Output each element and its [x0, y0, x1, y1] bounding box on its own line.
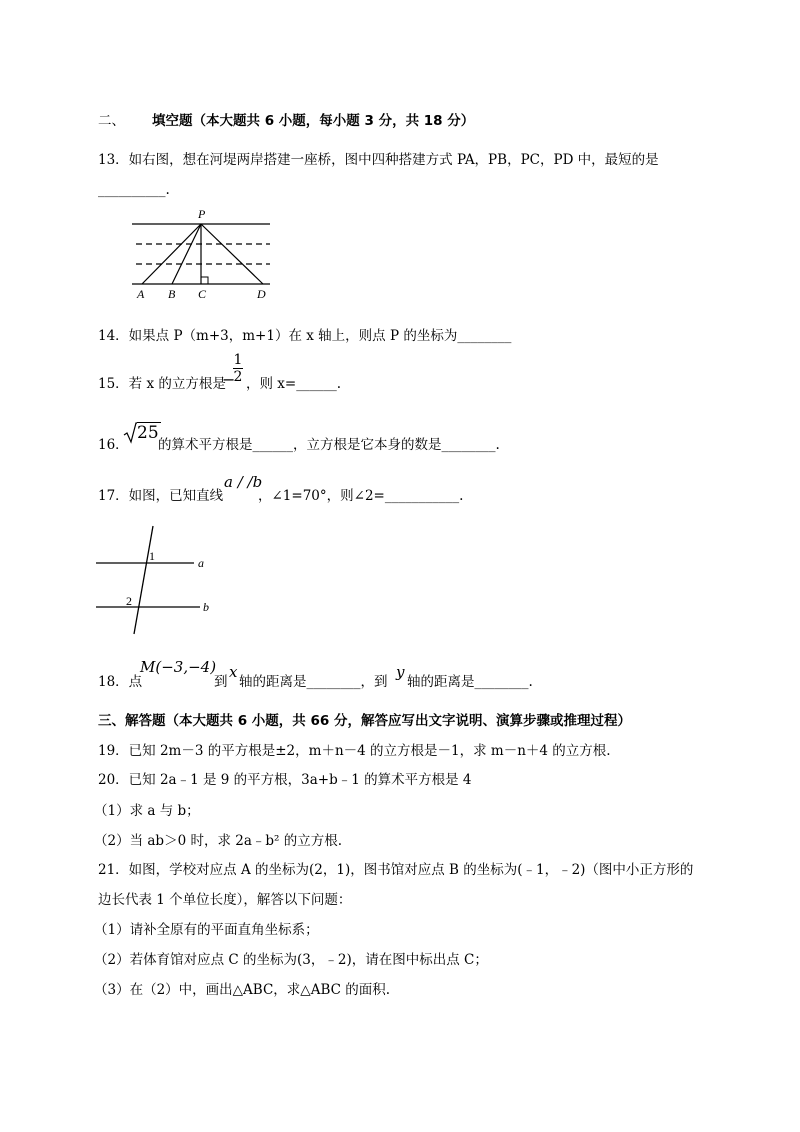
question-15-suffix: ，则 x=______.	[246, 376, 342, 392]
question-18-prefix: 18．点	[98, 674, 143, 690]
label-c: C	[198, 287, 207, 301]
angle-1-label: 1	[149, 549, 155, 563]
parallel-lines-figure	[92, 522, 222, 640]
bridge-figure	[128, 206, 278, 302]
question-20-part-1: （1）求 a 与 b；	[94, 803, 200, 819]
question-18-to: 到	[214, 674, 228, 690]
fraction-denominator: 2	[233, 369, 243, 385]
section-number: 二、	[98, 113, 125, 129]
question-21-line-2: 边长代表 1 个单位长度），解答以下问题：	[98, 892, 352, 908]
minus-sign: −	[222, 370, 236, 389]
question-17-prefix: 17．如图，已知直线	[98, 488, 224, 504]
parallel-formula: a / /b	[224, 473, 263, 491]
line-a-label: a	[198, 556, 204, 570]
question-21-part-2: （2）若体育馆对应点 C 的坐标为(3，﹣2)，请在图中标出点 C；	[94, 952, 488, 968]
point-m-formula: M(−3,−4)	[140, 658, 217, 676]
right-angle-mark	[201, 277, 208, 284]
fraction-numerator: 1	[233, 352, 243, 368]
transversal-line	[134, 526, 153, 634]
question-18-middle: 轴的距离是________，到	[239, 674, 388, 690]
question-19-text: 19．已知 2m－3 的平方根是±2，m＋n－4 的立方根是－1，求 m－n＋4 的立方根.	[98, 743, 611, 759]
question-13-blank: __________.	[98, 182, 170, 198]
line-b-label: b	[203, 600, 209, 614]
variable-y: y	[396, 663, 405, 681]
segment-pd	[201, 224, 263, 284]
label-a: A	[137, 287, 145, 301]
question-13-text: 13．如右图，想在河堤两岸搭建一座桥，图中四种搭建方式 PA，PB，PC，PD 中，最短的是	[98, 152, 659, 168]
question-15-prefix: 15．若 x 的立方根是	[98, 376, 226, 392]
sqrt-symbol	[123, 422, 137, 444]
label-d: D	[257, 287, 266, 301]
segment-pb	[172, 224, 201, 284]
question-20-text: 20．已知 2a﹣1 是 9 的平方根，3a+b﹣1 的算术平方根是 4	[98, 772, 472, 788]
sqrt-radicand: 25	[137, 423, 159, 443]
question-21-part-1: （1）请补全原有的平面直角坐标系；	[94, 922, 319, 938]
section-title: 填空题（本大题共 6 小题，每小题 3 分，共 18 分）	[152, 113, 475, 129]
question-20-part-2: （2）当 ab＞0 时，求 2a﹣b² 的立方根.	[94, 833, 343, 849]
segment-pa	[142, 224, 201, 284]
question-18-suffix: 轴的距离是________.	[407, 674, 533, 690]
fraction	[231, 352, 245, 385]
question-14-text: 14．如果点 P（m+3，m+1）在 x 轴上，则点 P 的坐标为________	[98, 328, 512, 344]
section-3-title: 三、解答题（本大题共 6 小题，共 66 分，解答应写出文字说明、演算步骤或推理过程）	[98, 713, 631, 729]
variable-x: x	[229, 663, 238, 681]
question-17-suffix: ，∠1=70°，则∠2=___________.	[258, 488, 464, 504]
label-p: P	[198, 207, 206, 221]
question-16-prefix: 16．	[98, 437, 129, 453]
question-16-suffix: 的算术平方根是______，立方根是它本身的数是________.	[158, 437, 500, 453]
question-21-part-3: （3）在（2）中，画出△ABC，求△ABC 的面积.	[94, 982, 391, 998]
angle-2-label: 2	[126, 594, 132, 608]
label-b: B	[168, 287, 176, 301]
question-21-line-1: 21．如图，学校对应点 A 的坐标为(2，1)，图书馆对应点 B 的坐标为(﹣1，﹣2)（图中小正方形的	[98, 862, 694, 878]
